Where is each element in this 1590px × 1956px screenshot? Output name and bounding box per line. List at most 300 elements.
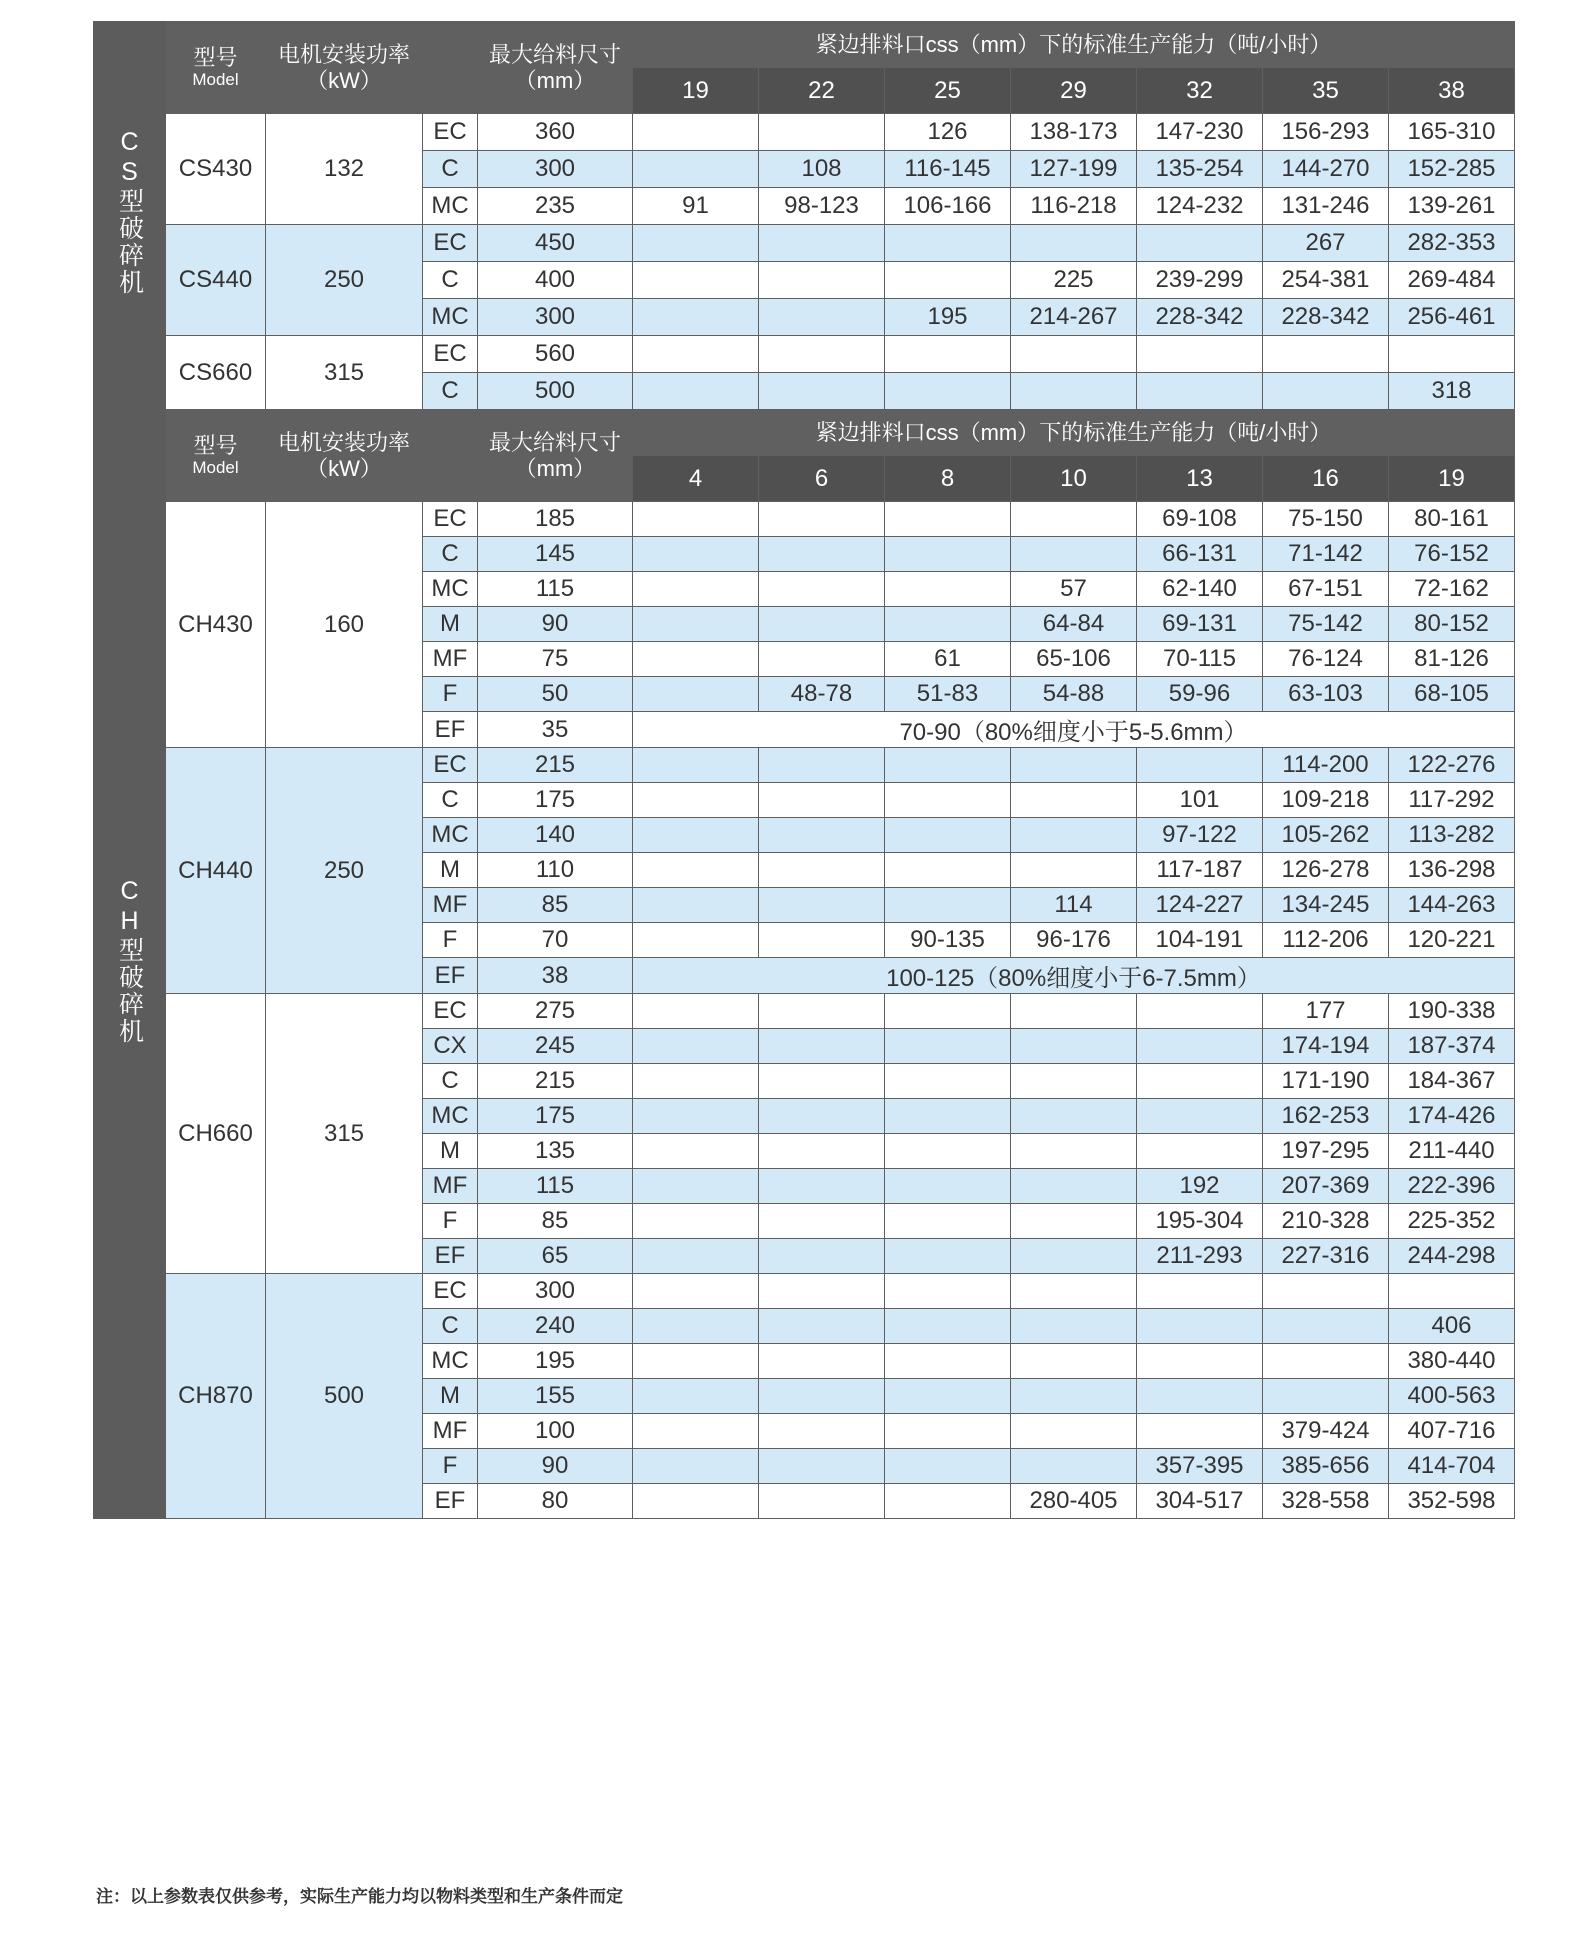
crusher-spec-table	[93, 21, 1515, 1519]
capacity-cell	[759, 1169, 885, 1204]
feed-size-cell: 115	[478, 572, 633, 607]
capacity-cell	[633, 1064, 759, 1099]
cavity-cell: EC	[423, 114, 478, 151]
capacity-cell	[885, 994, 1011, 1029]
table-row	[94, 114, 1515, 151]
power-cell: 500	[266, 1274, 423, 1519]
capacity-cell	[759, 1414, 885, 1449]
capacity-cell	[759, 1344, 885, 1379]
table-row	[94, 748, 1515, 783]
capacity-cell: 187-374	[1389, 1029, 1515, 1064]
capacity-cell	[633, 1449, 759, 1484]
capacity-cell: 66-131	[1137, 537, 1263, 572]
capacity-cell	[633, 336, 759, 373]
capacity-cell	[759, 783, 885, 818]
spec-table-wrapper	[93, 21, 1515, 1519]
header-capacity: 紧边排料口css（mm）下的标准生产能力（吨/小时）	[633, 410, 1515, 456]
css-header-cell: 22	[759, 68, 885, 114]
capacity-cell: 162-253	[1263, 1099, 1389, 1134]
feed-size-cell: 115	[478, 1169, 633, 1204]
css-header-cell: 38	[1389, 68, 1515, 114]
capacity-cell	[1137, 1379, 1263, 1414]
section-side-label	[94, 22, 166, 410]
capacity-cell	[759, 607, 885, 642]
capacity-cell: 318	[1389, 373, 1515, 410]
capacity-cell: 267	[1263, 225, 1389, 262]
capacity-cell	[885, 262, 1011, 299]
capacity-cell	[885, 225, 1011, 262]
capacity-cell	[1011, 1239, 1137, 1274]
cavity-cell: C	[423, 1309, 478, 1344]
cavity-cell: EC	[423, 502, 478, 537]
model-cell: CS660	[166, 336, 266, 410]
power-cell: 315	[266, 336, 423, 410]
capacity-cell	[759, 1274, 885, 1309]
capacity-cell: 174-426	[1389, 1099, 1515, 1134]
feed-size-cell: 110	[478, 853, 633, 888]
css-header-cell: 8	[885, 456, 1011, 502]
capacity-cell: 105-262	[1263, 818, 1389, 853]
capacity-cell	[1011, 1344, 1137, 1379]
capacity-cell	[633, 1204, 759, 1239]
capacity-cell	[885, 1169, 1011, 1204]
capacity-cell	[633, 572, 759, 607]
capacity-cell	[1011, 853, 1137, 888]
capacity-cell	[633, 642, 759, 677]
cavity-cell: F	[423, 677, 478, 712]
capacity-cell	[885, 1029, 1011, 1064]
feed-size-cell: 155	[478, 1379, 633, 1414]
capacity-cell: 254-381	[1263, 262, 1389, 299]
capacity-cell	[885, 572, 1011, 607]
feed-size-cell: 35	[478, 712, 633, 748]
capacity-cell	[885, 1484, 1011, 1519]
feed-size-cell: 450	[478, 225, 633, 262]
feed-size-cell: 500	[478, 373, 633, 410]
capacity-cell	[1011, 1414, 1137, 1449]
capacity-cell: 108	[759, 151, 885, 188]
model-cell: CH870	[166, 1274, 266, 1519]
capacity-cell	[1137, 336, 1263, 373]
capacity-cell: 62-140	[1137, 572, 1263, 607]
capacity-cell: 134-245	[1263, 888, 1389, 923]
css-header-cell: 4	[633, 456, 759, 502]
feed-size-cell: 90	[478, 607, 633, 642]
model-cell: CS440	[166, 225, 266, 336]
cavity-cell: EC	[423, 994, 478, 1029]
table-row	[94, 502, 1515, 537]
capacity-cell: 61	[885, 642, 1011, 677]
capacity-cell	[759, 1239, 885, 1274]
capacity-cell	[1137, 1064, 1263, 1099]
capacity-cell	[633, 1274, 759, 1309]
capacity-cell	[885, 373, 1011, 410]
capacity-cell: 190-338	[1389, 994, 1515, 1029]
capacity-cell	[759, 853, 885, 888]
header-capacity: 紧边排料口css（mm）下的标准生产能力（吨/小时）	[633, 22, 1515, 68]
feed-size-cell: 235	[478, 188, 633, 225]
capacity-cell	[633, 225, 759, 262]
capacity-cell	[1011, 225, 1137, 262]
capacity-cell	[633, 373, 759, 410]
capacity-cell: 69-108	[1137, 502, 1263, 537]
feed-size-cell: 245	[478, 1029, 633, 1064]
feed-size-cell: 360	[478, 114, 633, 151]
capacity-cell: 70-115	[1137, 642, 1263, 677]
model-cell: CS430	[166, 114, 266, 225]
capacity-cell: 385-656	[1263, 1449, 1389, 1484]
feed-size-cell: 70	[478, 923, 633, 958]
cavity-cell: C	[423, 1064, 478, 1099]
cavity-cell: CX	[423, 1029, 478, 1064]
capacity-cell	[1263, 1344, 1389, 1379]
feed-size-cell: 80	[478, 1484, 633, 1519]
cavity-cell: C	[423, 537, 478, 572]
capacity-cell	[1011, 1134, 1137, 1169]
css-header-cell: 10	[1011, 456, 1137, 502]
capacity-cell: 127-199	[1011, 151, 1137, 188]
power-cell: 250	[266, 225, 423, 336]
capacity-cell	[633, 1484, 759, 1519]
cavity-cell: F	[423, 1204, 478, 1239]
capacity-cell: 357-395	[1137, 1449, 1263, 1484]
css-header-cell: 19	[1389, 456, 1515, 502]
capacity-cell	[633, 299, 759, 336]
capacity-cell	[1011, 1449, 1137, 1484]
capacity-cell: 174-194	[1263, 1029, 1389, 1064]
cavity-cell: F	[423, 1449, 478, 1484]
model-cell: CH660	[166, 994, 266, 1274]
feed-size-cell: 75	[478, 642, 633, 677]
capacity-cell	[885, 607, 1011, 642]
capacity-cell: 192	[1137, 1169, 1263, 1204]
capacity-cell	[885, 1449, 1011, 1484]
capacity-cell: 114	[1011, 888, 1137, 923]
cavity-cell: C	[423, 262, 478, 299]
footnote: 注：以上参数表仅供参考，实际生产能力均以物料类型和生产条件而定	[96, 1887, 623, 1907]
capacity-cell: 222-396	[1389, 1169, 1515, 1204]
power-cell: 315	[266, 994, 423, 1274]
capacity-cell	[885, 1204, 1011, 1239]
cavity-cell: EF	[423, 1484, 478, 1519]
feed-size-cell: 215	[478, 1064, 633, 1099]
feed-size-cell: 560	[478, 336, 633, 373]
capacity-cell	[759, 336, 885, 373]
feed-size-cell: 135	[478, 1134, 633, 1169]
capacity-cell	[633, 1309, 759, 1344]
capacity-cell: 104-191	[1137, 923, 1263, 958]
capacity-cell	[759, 818, 885, 853]
capacity-cell	[759, 1099, 885, 1134]
side-label-text: CH型破碎机	[115, 876, 144, 1045]
capacity-cell	[885, 537, 1011, 572]
capacity-cell	[633, 537, 759, 572]
feed-size-cell: 85	[478, 888, 633, 923]
cavity-cell: EC	[423, 1274, 478, 1309]
cavity-cell: C	[423, 783, 478, 818]
capacity-cell	[1389, 1274, 1515, 1309]
capacity-cell	[1011, 1099, 1137, 1134]
capacity-cell: 116-145	[885, 151, 1011, 188]
capacity-cell: 244-298	[1389, 1239, 1515, 1274]
capacity-cell: 228-342	[1263, 299, 1389, 336]
capacity-cell: 207-369	[1263, 1169, 1389, 1204]
css-header-cell: 29	[1011, 68, 1137, 114]
capacity-cell	[1011, 502, 1137, 537]
feed-size-cell: 300	[478, 1274, 633, 1309]
capacity-cell	[1389, 336, 1515, 373]
capacity-cell	[1137, 994, 1263, 1029]
header-model-en: Model	[192, 458, 239, 478]
capacity-cell: 75-150	[1263, 502, 1389, 537]
cavity-cell: MF	[423, 888, 478, 923]
capacity-cell: 116-218	[1011, 188, 1137, 225]
capacity-cell: 113-282	[1389, 818, 1515, 853]
capacity-cell	[1263, 1379, 1389, 1414]
cavity-cell: C	[423, 151, 478, 188]
capacity-cell: 184-367	[1389, 1064, 1515, 1099]
capacity-cell: 195	[885, 299, 1011, 336]
capacity-cell: 120-221	[1389, 923, 1515, 958]
capacity-cell	[1011, 994, 1137, 1029]
capacity-cell: 214-267	[1011, 299, 1137, 336]
capacity-cell: 114-200	[1263, 748, 1389, 783]
capacity-cell: 156-293	[1263, 114, 1389, 151]
table-row	[94, 1274, 1515, 1309]
capacity-cell: 75-142	[1263, 607, 1389, 642]
feed-size-cell: 300	[478, 299, 633, 336]
capacity-cell	[633, 114, 759, 151]
header-row	[94, 22, 1515, 68]
capacity-cell: 81-126	[1389, 642, 1515, 677]
feed-size-cell: 90	[478, 1449, 633, 1484]
capacity-cell: 414-704	[1389, 1449, 1515, 1484]
capacity-cell: 225	[1011, 262, 1137, 299]
cavity-cell: EC	[423, 225, 478, 262]
capacity-cell: 328-558	[1263, 1484, 1389, 1519]
cavity-cell: MF	[423, 1169, 478, 1204]
capacity-cell	[885, 1344, 1011, 1379]
capacity-cell	[1011, 748, 1137, 783]
header-feed: 最大给料尺寸 （mm）	[478, 410, 633, 502]
capacity-cell	[1137, 225, 1263, 262]
header-model: 型号 Model	[166, 22, 266, 114]
capacity-cell	[633, 1379, 759, 1414]
power-cell: 160	[266, 502, 423, 748]
capacity-cell	[759, 888, 885, 923]
capacity-cell: 304-517	[1137, 1484, 1263, 1519]
capacity-cell: 126	[885, 114, 1011, 151]
capacity-cell: 138-173	[1011, 114, 1137, 151]
capacity-cell: 80-152	[1389, 607, 1515, 642]
feed-size-cell: 140	[478, 818, 633, 853]
feed-size-cell: 100	[478, 1414, 633, 1449]
capacity-cell	[885, 1134, 1011, 1169]
capacity-cell: 379-424	[1263, 1414, 1389, 1449]
capacity-cell: 225-352	[1389, 1204, 1515, 1239]
capacity-cell	[633, 1134, 759, 1169]
capacity-cell: 380-440	[1389, 1344, 1515, 1379]
cavity-cell: MF	[423, 1414, 478, 1449]
section-side-label	[94, 410, 166, 1519]
capacity-cell	[633, 818, 759, 853]
capacity-cell	[885, 1379, 1011, 1414]
header-row	[94, 410, 1515, 456]
capacity-cell	[633, 151, 759, 188]
capacity-cell: 48-78	[759, 677, 885, 712]
feed-size-cell: 50	[478, 677, 633, 712]
capacity-cell	[1011, 336, 1137, 373]
capacity-cell	[759, 1029, 885, 1064]
cavity-cell: MC	[423, 1344, 478, 1379]
capacity-cell: 269-484	[1389, 262, 1515, 299]
capacity-cell	[1011, 1309, 1137, 1344]
feed-size-cell: 175	[478, 1099, 633, 1134]
cavity-cell: EC	[423, 748, 478, 783]
feed-size-cell: 175	[478, 783, 633, 818]
capacity-cell: 228-342	[1137, 299, 1263, 336]
capacity-cell	[759, 114, 885, 151]
css-header-cell: 35	[1263, 68, 1389, 114]
capacity-cell	[759, 225, 885, 262]
capacity-cell	[885, 853, 1011, 888]
capacity-cell: 51-83	[885, 677, 1011, 712]
capacity-cell	[633, 994, 759, 1029]
table-row	[94, 336, 1515, 373]
capacity-span-cell: 100-125（80%细度小于6-7.5mm）	[633, 958, 1515, 994]
capacity-cell	[759, 1204, 885, 1239]
capacity-cell	[633, 262, 759, 299]
capacity-cell	[1263, 336, 1389, 373]
capacity-cell	[885, 1274, 1011, 1309]
capacity-cell	[885, 1064, 1011, 1099]
header-cavity	[423, 410, 478, 502]
model-cell: CH430	[166, 502, 266, 748]
capacity-cell: 144-263	[1389, 888, 1515, 923]
capacity-cell	[759, 1134, 885, 1169]
header-model-en: Model	[192, 70, 239, 90]
capacity-cell	[633, 783, 759, 818]
capacity-cell	[633, 1239, 759, 1274]
feed-size-cell: 38	[478, 958, 633, 994]
capacity-cell	[759, 1379, 885, 1414]
capacity-cell	[1137, 1414, 1263, 1449]
capacity-cell	[1011, 1204, 1137, 1239]
capacity-cell	[1137, 373, 1263, 410]
power-cell: 250	[266, 748, 423, 994]
cavity-cell: EF	[423, 1239, 478, 1274]
capacity-cell: 144-270	[1263, 151, 1389, 188]
capacity-span-cell: 70-90（80%细度小于5-5.6mm）	[633, 712, 1515, 748]
capacity-cell: 106-166	[885, 188, 1011, 225]
capacity-cell	[1137, 1134, 1263, 1169]
capacity-cell: 124-227	[1137, 888, 1263, 923]
capacity-cell	[1137, 1309, 1263, 1344]
capacity-cell: 210-328	[1263, 1204, 1389, 1239]
capacity-cell	[759, 642, 885, 677]
capacity-cell	[885, 888, 1011, 923]
capacity-cell: 98-123	[759, 188, 885, 225]
capacity-cell: 67-151	[1263, 572, 1389, 607]
capacity-cell: 59-96	[1137, 677, 1263, 712]
capacity-cell: 68-105	[1389, 677, 1515, 712]
capacity-cell	[885, 1309, 1011, 1344]
feed-size-cell: 85	[478, 1204, 633, 1239]
feed-size-cell: 400	[478, 262, 633, 299]
capacity-cell: 406	[1389, 1309, 1515, 1344]
table-row	[94, 994, 1515, 1029]
capacity-cell: 101	[1137, 783, 1263, 818]
capacity-cell: 136-298	[1389, 853, 1515, 888]
capacity-cell	[633, 502, 759, 537]
capacity-cell	[885, 336, 1011, 373]
capacity-cell: 90-135	[885, 923, 1011, 958]
capacity-cell	[759, 923, 885, 958]
capacity-cell	[1263, 1274, 1389, 1309]
capacity-cell: 76-124	[1263, 642, 1389, 677]
capacity-cell: 96-176	[1011, 923, 1137, 958]
cavity-cell: C	[423, 373, 478, 410]
capacity-cell: 177	[1263, 994, 1389, 1029]
capacity-cell	[1137, 1099, 1263, 1134]
feed-size-cell: 240	[478, 1309, 633, 1344]
capacity-cell: 117-187	[1137, 853, 1263, 888]
capacity-cell: 80-161	[1389, 502, 1515, 537]
cavity-cell: MC	[423, 299, 478, 336]
capacity-cell: 165-310	[1389, 114, 1515, 151]
capacity-cell: 64-84	[1011, 607, 1137, 642]
capacity-cell	[1011, 373, 1137, 410]
capacity-cell: 131-246	[1263, 188, 1389, 225]
capacity-cell: 407-716	[1389, 1414, 1515, 1449]
capacity-cell	[633, 888, 759, 923]
capacity-cell	[633, 1344, 759, 1379]
cavity-cell: M	[423, 853, 478, 888]
capacity-cell: 54-88	[1011, 677, 1137, 712]
capacity-cell	[759, 1064, 885, 1099]
capacity-cell	[1137, 1029, 1263, 1064]
capacity-cell	[633, 607, 759, 642]
capacity-cell: 280-405	[1011, 1484, 1137, 1519]
capacity-cell	[759, 1484, 885, 1519]
capacity-cell	[885, 1414, 1011, 1449]
css-header-cell: 32	[1137, 68, 1263, 114]
css-header-cell: 25	[885, 68, 1011, 114]
capacity-cell	[1137, 1344, 1263, 1379]
capacity-cell	[759, 1309, 885, 1344]
cavity-cell: MC	[423, 1099, 478, 1134]
capacity-cell: 71-142	[1263, 537, 1389, 572]
feed-size-cell: 65	[478, 1239, 633, 1274]
capacity-cell: 126-278	[1263, 853, 1389, 888]
capacity-cell	[885, 502, 1011, 537]
header-power: 电机安装功率 （kW）	[266, 22, 423, 114]
capacity-cell: 227-316	[1263, 1239, 1389, 1274]
feed-size-cell: 195	[478, 1344, 633, 1379]
capacity-cell: 239-299	[1137, 262, 1263, 299]
capacity-cell: 152-285	[1389, 151, 1515, 188]
css-header-cell: 13	[1137, 456, 1263, 502]
capacity-cell	[633, 1414, 759, 1449]
cavity-cell: MC	[423, 188, 478, 225]
capacity-cell: 122-276	[1389, 748, 1515, 783]
capacity-cell: 147-230	[1137, 114, 1263, 151]
cavity-cell: F	[423, 923, 478, 958]
capacity-cell: 117-292	[1389, 783, 1515, 818]
feed-size-cell: 145	[478, 537, 633, 572]
capacity-cell: 195-304	[1137, 1204, 1263, 1239]
capacity-cell: 211-440	[1389, 1134, 1515, 1169]
